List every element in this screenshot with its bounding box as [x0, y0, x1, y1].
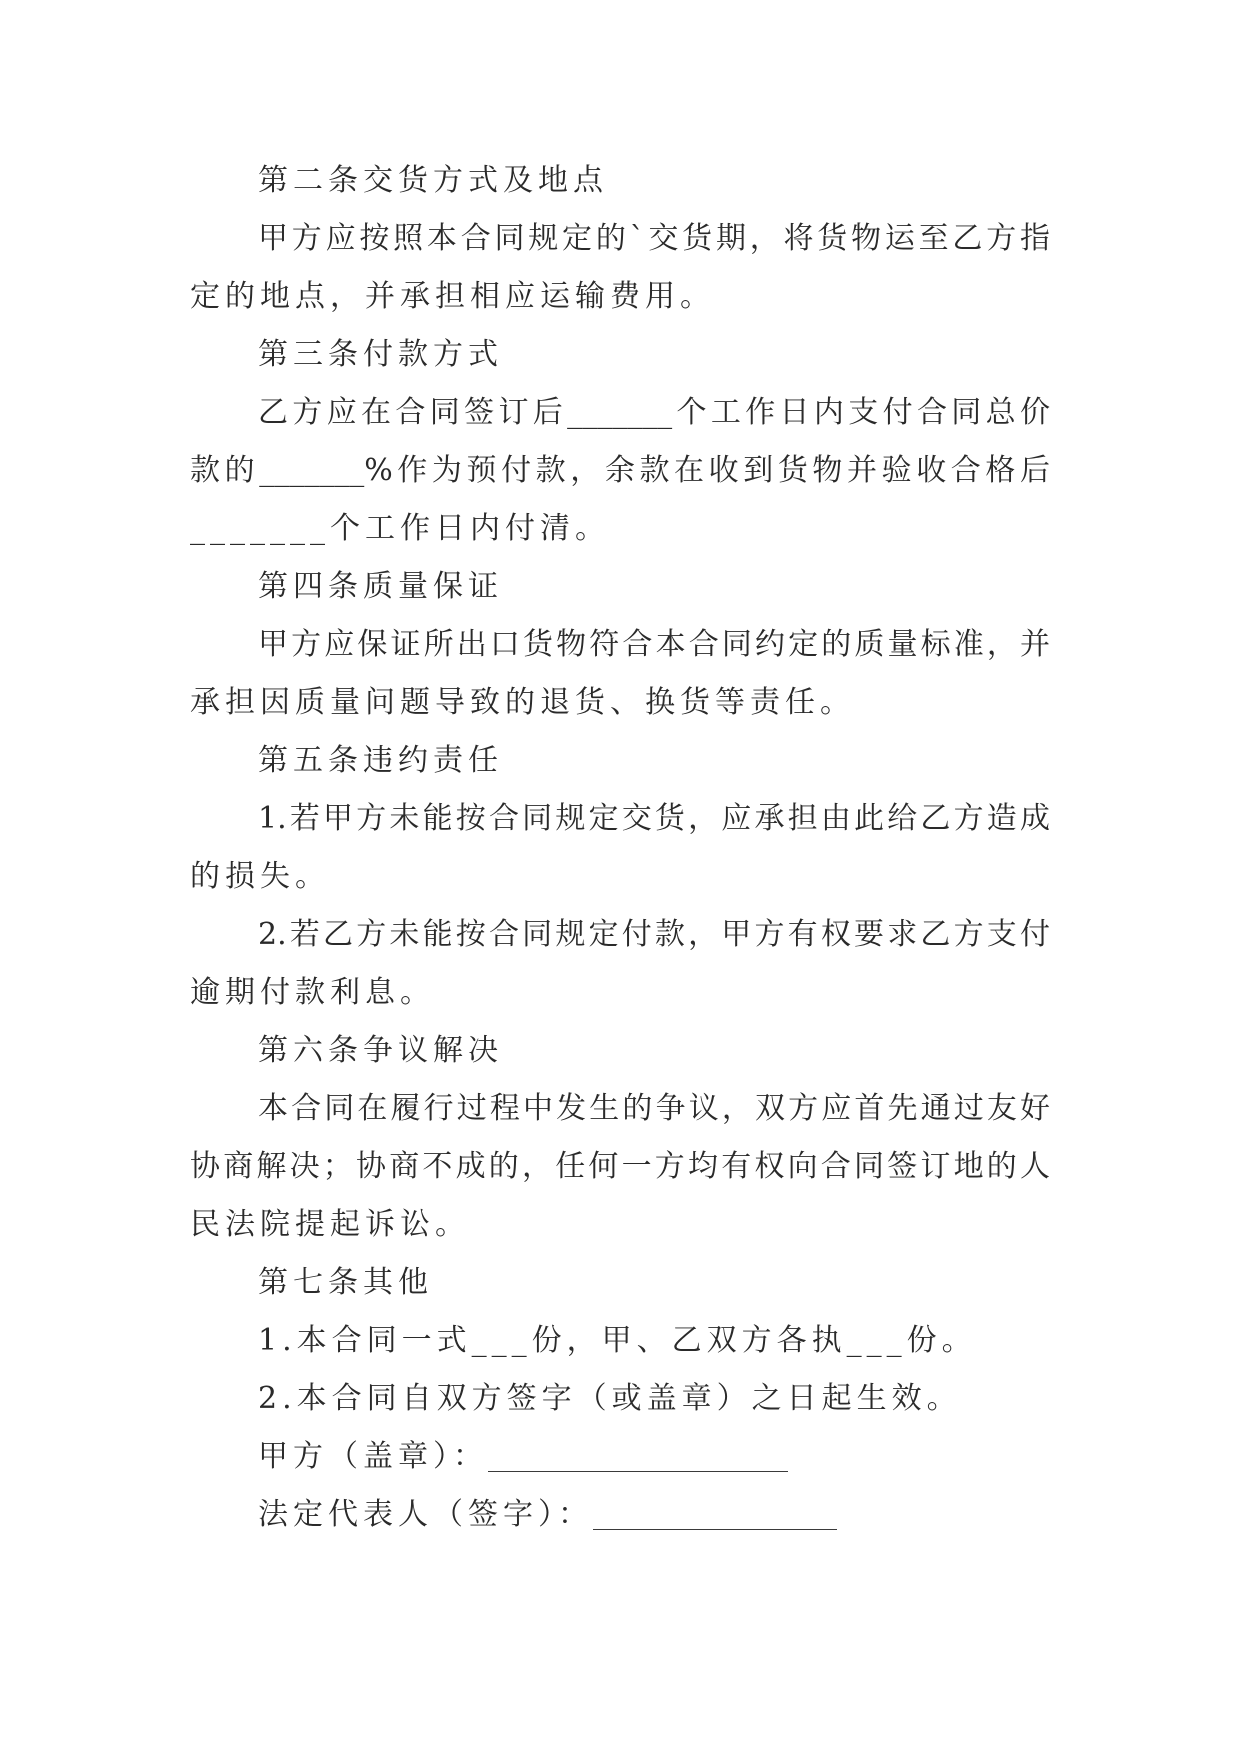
article-3-body-line-3: _______个工作日内付清。 [190, 511, 610, 546]
article-6-title: 第六条争议解决 [258, 1033, 503, 1068]
article-4-title: 第四条质量保证 [258, 569, 503, 604]
article-7-item-2: 2.本合同自双方签字（或盖章）之日起生效。 [258, 1381, 962, 1416]
article-3-title: 第三条付款方式 [258, 337, 503, 372]
article-2-body-line-1: 甲方应按照本合同规定的`交货期，将货物运至乙方指 [258, 221, 1050, 256]
party-a-signature-line[interactable] [488, 1443, 788, 1472]
legal-rep-signature-line[interactable] [593, 1501, 837, 1530]
legal-rep-signature-row [190, 1486, 1050, 1544]
article-7-title: 第七条其他 [258, 1265, 433, 1300]
article-5-item-2-line-2: 逾期付款利息。 [190, 975, 435, 1010]
article-5-title: 第五条违约责任 [258, 743, 503, 778]
article-4-body-line-2: 承担因质量问题导致的退货、换货等责任。 [190, 685, 855, 720]
article-6-body-line-1: 本合同在履行过程中发生的争议，双方应首先通过友好 [258, 1091, 1050, 1126]
article-2-title: 第二条交货方式及地点 [258, 163, 608, 198]
article-6-body-line-2: 协商解决；协商不成的，任何一方均有权向合同签订地的人 [190, 1149, 1050, 1184]
legal-rep-label: 法定代表人（签字）： [258, 1497, 593, 1532]
article-5-item-2-line-1: 2.若乙方未能按合同规定付款，甲方有权要求乙方支付 [258, 917, 1050, 952]
party-a-label: 甲方（盖章）： [258, 1439, 488, 1474]
article-4-body-line-1: 甲方应保证所出口货物符合本合同约定的质量标准，并 [258, 627, 1050, 662]
article-3-body-line-2: 款的_______%作为预付款，余款在收到货物并验收合格后 [190, 453, 1050, 488]
article-3-body-line-1: 乙方应在合同签订后_______个工作日内支付合同总价 [258, 395, 1050, 430]
contract-page [190, 152, 1050, 1544]
article-5-item-1-line-1: 1.若甲方未能按合同规定交货，应承担由此给乙方造成 [258, 801, 1050, 836]
article-6-body-line-3: 民法院提起诉讼。 [190, 1207, 470, 1242]
party-a-signature-row [190, 1428, 1050, 1486]
article-5-item-1-line-2: 的损失。 [190, 859, 330, 894]
article-7-item-1: 1.本合同一式___份，甲、乙双方各执___份。 [258, 1323, 977, 1358]
article-2-body-line-2: 定的地点，并承担相应运输费用。 [190, 279, 715, 314]
